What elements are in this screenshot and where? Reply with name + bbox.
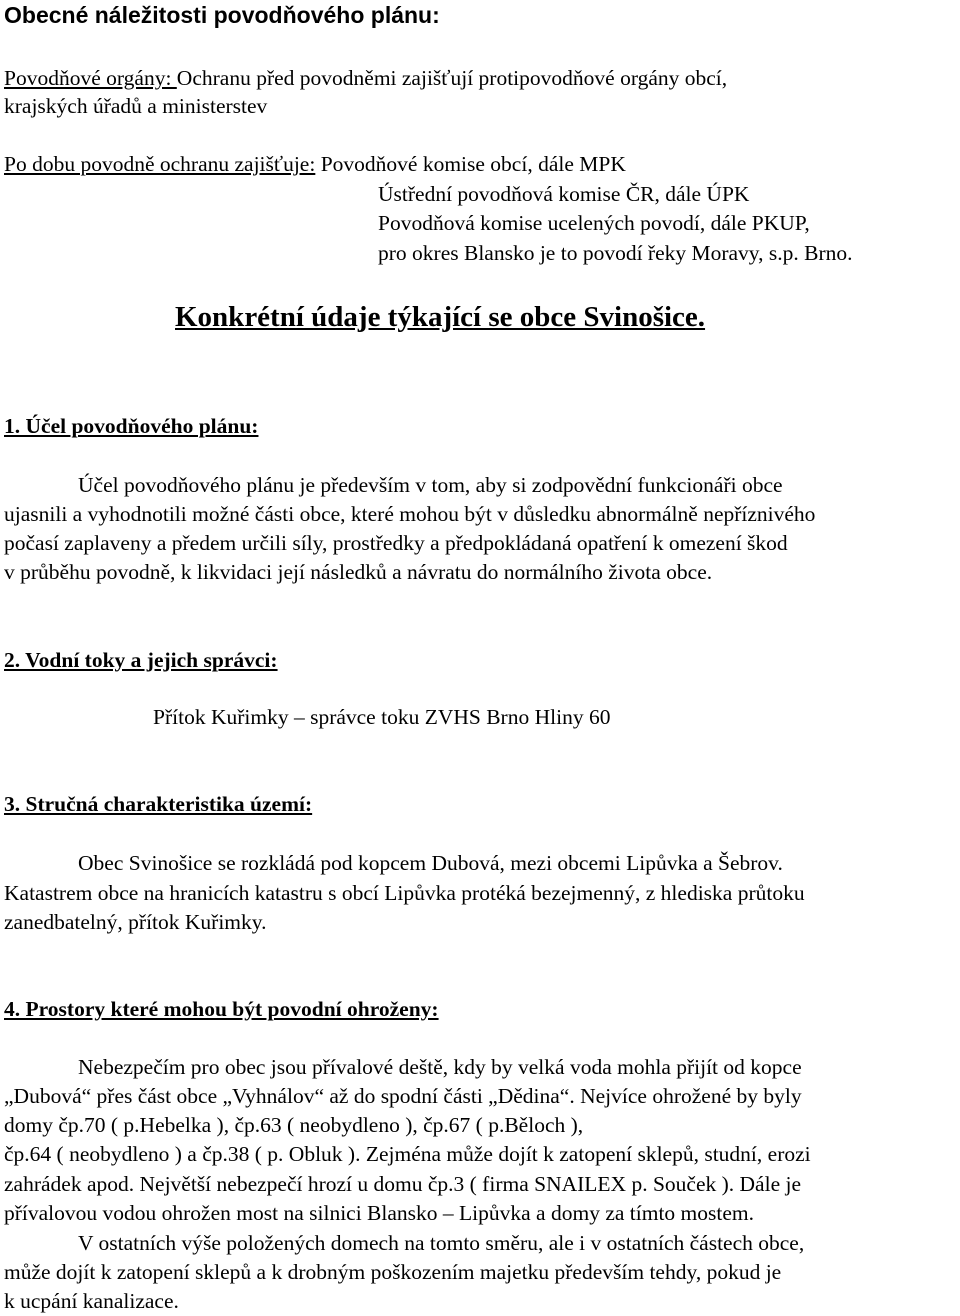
during-flood-line-1: [4, 150, 626, 179]
section-1-heading: 1. Účel povodňového plánu:: [4, 414, 259, 438]
section-1-line: v průběhu povodně, k likvidaci její následků a návratu do normálního života obce.: [4, 560, 713, 584]
section-2-heading: 2. Vodní toky a jejich správci:: [4, 648, 278, 672]
section-3-line: zanedbatelný, přítok Kuřimky.: [4, 910, 267, 934]
section-2-line: Přítok Kuřimky – správce toku ZVHS Brno Hliny 60: [153, 705, 611, 729]
during-flood-item: Povodňová komise ucelených povodí, dále PKUP,: [378, 211, 810, 235]
section-3-heading: 3. Stručná charakteristika území:: [4, 792, 313, 816]
during-flood-label: Po dobu povodně ochranu zajišťuje:: [4, 152, 316, 176]
section-3-line: Obec Svinošice se rozkládá pod kopcem Dubová, mezi obcemi Lipůvka a Šebrov.: [78, 851, 783, 875]
section-4-line: V ostatních výše položených domech na tomto směru, ale i v ostatních částech obce,: [78, 1231, 805, 1255]
during-flood-item: Ústřední povodňová komise ČR, dále ÚPK: [378, 182, 750, 206]
page-title: Obecné náležitosti povodňového plánu:: [4, 2, 440, 28]
during-flood-item: pro okres Blansko je to povodí řeky Moravy, s.p. Brno.: [378, 241, 853, 265]
during-flood-item: Povodňové komise obcí, dále MPK: [315, 152, 626, 176]
section-3-line: Katastrem obce na hranicích katastru s obcí Lipůvka protéká bezejmenný, z hlediska průtoku: [4, 881, 805, 905]
organs-text: Ochranu před povodněmi zajišťují protipovodňové orgány obcí,: [176, 66, 728, 90]
section-4-line: může dojít k zatopení sklepů a k drobným poškozením majetku především tehdy, pokud je: [4, 1260, 782, 1284]
section-1-line: ujasnili a vyhodnotili možné části obce, které mohou být v důsledku abnormálně nepříznivého: [4, 502, 816, 526]
section-4-line: čp.64 ( neobydleno ) a čp.38 ( p. Obluk ). Zejména může dojít k zatopení sklepů, studní, erozi: [4, 1142, 811, 1166]
specific-heading: Konkrétní údaje týkající se obce Svinošice.: [175, 301, 706, 333]
section-4-line: zahrádek apod. Největší nebezpečí hrozí u domu čp.3 ( firma SNAILEX p. Souček ). Dále je: [4, 1172, 802, 1196]
organs-line-1: [4, 64, 727, 93]
organs-line-2: krajských úřadů a ministerstev: [4, 94, 268, 118]
section-4-line: domy čp.70 ( p.Hebelka ), čp.63 ( neobydleno ), čp.67 ( p.Běloch ),: [4, 1113, 584, 1137]
section-4-line: přívalovou vodou ohrožen most na silnici Blansko – Lipůvka a domy za tímto mostem.: [4, 1201, 755, 1225]
section-4-heading: 4. Prostory které mohou být povodní ohroženy:: [4, 997, 439, 1021]
section-1-line: počasí zaplaveny a předem určili síly, prostředky a předpokládaná opatření k omezení škod: [4, 531, 788, 555]
section-4-line: Nebezpečím pro obec jsou přívalové deště, kdy by velká voda mohla přijít od kopce: [78, 1055, 802, 1079]
section-4-line: „Dubová“ přes část obce „Vyhnálov“ až do spodní části „Dědina“. Nejvíce ohrožené by byly: [4, 1084, 802, 1108]
organs-label: Povodňové orgány:: [4, 66, 177, 90]
section-1-line: Účel povodňového plánu je především v tom, aby si zodpovědní funkcionáři obce: [78, 473, 783, 497]
section-4-line: k ucpání kanalizace.: [4, 1289, 179, 1313]
